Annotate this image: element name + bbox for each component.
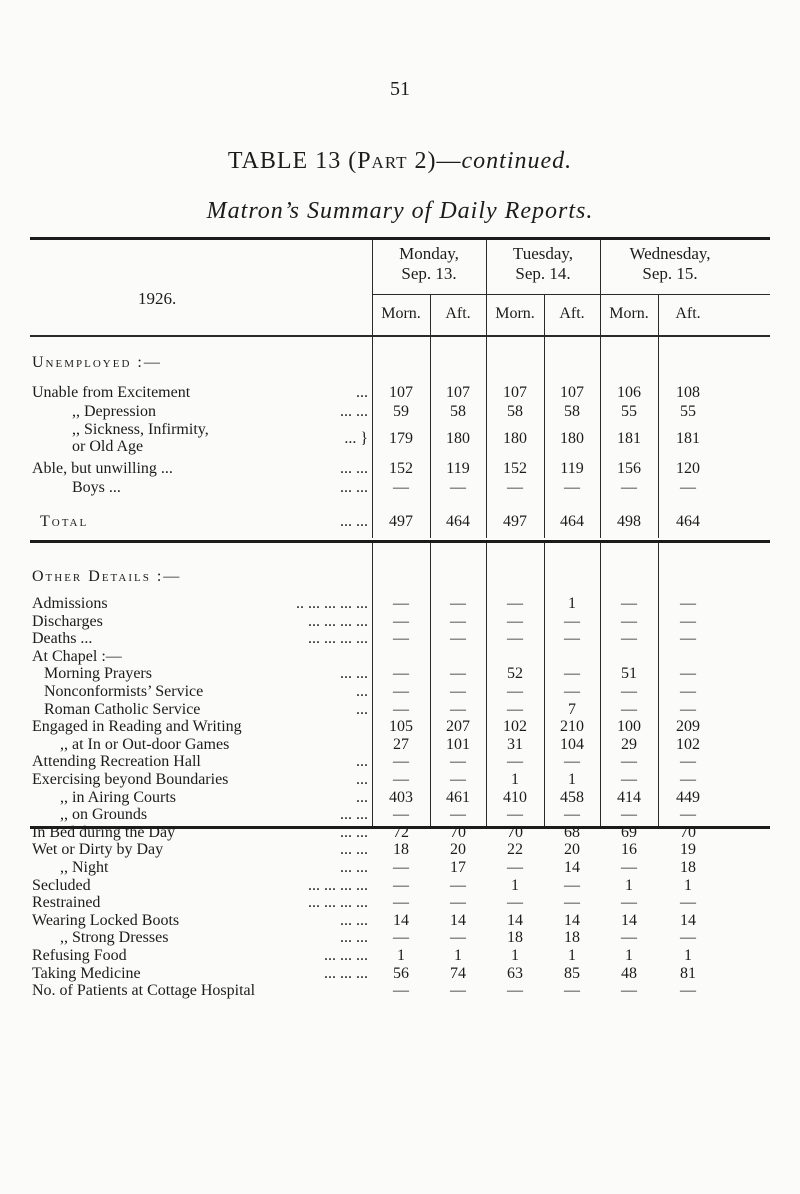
table-cell: —	[507, 479, 523, 496]
row-dots: ...	[356, 788, 368, 806]
row-dots: ... }	[344, 430, 368, 447]
row-label: ,, at In or Out-door Games	[60, 735, 230, 753]
header-monday	[372, 244, 486, 284]
table-cell: —	[393, 479, 409, 496]
table-cell: —	[680, 630, 696, 648]
table-cell: —	[450, 982, 466, 1000]
table-cell: 29	[621, 735, 637, 753]
table-cell: 414	[617, 788, 641, 806]
row-dots: ... ... ... ...	[308, 876, 368, 894]
table-cell: 59	[393, 403, 409, 420]
table-cell: —	[507, 683, 523, 700]
monday-line2: Sep. 13.	[401, 264, 457, 283]
row-label: Exercising beyond Boundaries	[32, 771, 229, 788]
row-label: ,, Strong Dresses	[60, 929, 169, 947]
table-cell: —	[450, 665, 466, 683]
table-cell: 14	[621, 911, 637, 929]
table-cell: 14	[450, 911, 466, 929]
table-cell: —	[564, 612, 580, 630]
mid-rule	[30, 540, 770, 543]
table-cell: —	[450, 700, 466, 718]
row-dots: ...	[356, 683, 368, 700]
subheader-tue-aft: Aft.	[559, 305, 585, 322]
table-cell: 20	[450, 841, 466, 859]
table-cell: —	[393, 753, 409, 771]
section-other-heading: Other Details :—	[32, 568, 182, 585]
row-label: Roman Catholic Service	[44, 700, 201, 718]
row-label: Taking Medicine	[32, 964, 141, 982]
row-label: ,, Night	[60, 859, 109, 876]
table-cell: —	[450, 630, 466, 648]
table-cell: 1	[454, 947, 462, 964]
row-label: Unable from Excitement	[32, 384, 191, 401]
total-dots: ... ...	[340, 513, 368, 530]
table-cell: 461	[446, 788, 470, 806]
row-label: Admissions	[32, 595, 108, 612]
table-cell: 102	[676, 735, 700, 753]
table-cell: 85	[564, 964, 580, 982]
table-cell: 1	[511, 947, 519, 964]
table-cell: —	[450, 929, 466, 947]
table-cell: —	[680, 683, 696, 700]
row-label: ,, Sickness, Infirmity,	[72, 421, 209, 438]
table-cell: —	[564, 665, 580, 683]
table-cell: 1	[511, 771, 519, 788]
row-label: Nonconformists’ Service	[44, 683, 204, 700]
table-cell: —	[393, 894, 409, 912]
row-dots: ... ...	[340, 929, 368, 947]
table-cell: —	[393, 595, 409, 612]
table-cell: —	[393, 700, 409, 718]
row-dots: ... ... ... ...	[308, 612, 368, 630]
table-cell: 27	[393, 735, 409, 753]
table-cell: 102	[503, 718, 527, 736]
table-cell: —	[621, 753, 637, 771]
row-label: Morning Prayers	[44, 665, 152, 683]
table-cell: —	[450, 753, 466, 771]
title-prefix: TABLE 13 (	[227, 148, 358, 174]
table-cell: —	[564, 982, 580, 1000]
table-cell: 119	[560, 460, 584, 477]
title-part: Part 2	[357, 148, 428, 174]
row-dots: ... ...	[340, 460, 368, 477]
row-label: Wearing Locked Boots	[32, 911, 180, 929]
table-cell: 107	[389, 384, 413, 401]
subheader-wed-aft: Aft.	[675, 305, 701, 322]
table-cell: —	[450, 894, 466, 912]
row-label: ,, on Grounds	[60, 806, 148, 824]
table-subtitle: Matron’s Summary of Daily Reports.	[206, 198, 594, 224]
table-cell: 16	[621, 841, 637, 859]
subheader-mon-morn: Morn.	[381, 305, 421, 322]
row-label: No. of Patients at Cottage Hospital	[32, 982, 256, 1000]
table-cell: —	[450, 612, 466, 630]
table-cell: —	[621, 630, 637, 648]
monday-line1: Monday,	[399, 244, 459, 263]
table-cell: 210	[560, 718, 584, 736]
table-cell: 74	[450, 964, 466, 982]
table-cell: —	[621, 859, 637, 876]
header-wednesday	[600, 244, 740, 284]
table-cell: 18	[393, 841, 409, 859]
table-cell: —	[621, 612, 637, 630]
table-cell: 120	[676, 460, 700, 477]
row-dots: ... ... ...	[324, 964, 368, 982]
table-cell: 18	[564, 929, 580, 947]
total-cell: 464	[560, 513, 584, 530]
table-cell: 69	[621, 823, 637, 841]
row-dots: .. ... ... ... ...	[296, 595, 368, 612]
table-cell: —	[680, 665, 696, 683]
row-label: Wet or Dirty by Day	[32, 841, 164, 859]
table-cell: —	[680, 595, 696, 612]
row-label: Boys ...	[72, 479, 121, 496]
table-cell: —	[564, 630, 580, 648]
table-cell: —	[393, 929, 409, 947]
row-label: ,, Depression	[72, 403, 156, 420]
subheader-tue-morn: Morn.	[495, 305, 535, 322]
table-cell: —	[507, 806, 523, 824]
table-cell: 209	[676, 718, 700, 736]
table-cell: —	[507, 595, 523, 612]
table-cell: 1	[568, 595, 576, 612]
row-dots: ... ... ... ...	[308, 894, 368, 912]
subheader-wed-morn: Morn.	[609, 305, 649, 322]
table-cell: —	[393, 683, 409, 700]
table-cell: 14	[507, 911, 523, 929]
table-cell: —	[680, 894, 696, 912]
table-cell: 63	[507, 964, 523, 982]
table-cell: 14	[393, 911, 409, 929]
table-cell: —	[680, 612, 696, 630]
table-cell: —	[450, 683, 466, 700]
table-cell: —	[507, 700, 523, 718]
table-cell: 1	[684, 876, 692, 894]
table-cell: 58	[507, 403, 523, 420]
wednesday-line2: Sep. 15.	[642, 264, 698, 283]
table-cell: 58	[450, 403, 466, 420]
table-cell: 180	[446, 430, 470, 447]
wednesday-line1: Wednesday,	[629, 244, 711, 263]
table-cell: 181	[617, 430, 641, 447]
total-label: Total	[40, 513, 89, 530]
row-label-continued: or Old Age	[72, 438, 144, 455]
table-cell: —	[564, 876, 580, 894]
row-dots: ... ...	[340, 859, 368, 876]
row-dots: ... ... ... ...	[308, 630, 368, 648]
row-label: Secluded	[32, 876, 91, 894]
table-cell: 105	[389, 718, 413, 736]
table-cell: —	[393, 612, 409, 630]
header-bottom-rule	[30, 335, 770, 337]
table-cell: 14	[680, 911, 696, 929]
table-cell: 70	[507, 823, 523, 841]
table-cell: 1	[568, 947, 576, 964]
table-cell: —	[507, 753, 523, 771]
table-cell: —	[621, 982, 637, 1000]
table-cell: —	[507, 982, 523, 1000]
top-rule	[30, 237, 770, 240]
row-label: In Bed during the Day	[32, 823, 176, 841]
table-cell: 107	[503, 384, 527, 401]
title-middle: )—	[427, 148, 462, 174]
header-tuesday	[486, 244, 600, 284]
section-unemployed-heading: Unemployed :—	[32, 354, 162, 371]
row-label: At Chapel :—	[32, 647, 122, 665]
table-cell: 1	[625, 876, 633, 894]
row-dots: ...	[356, 700, 368, 718]
table-cell: —	[564, 894, 580, 912]
table-cell: —	[393, 665, 409, 683]
table-cell: —	[507, 894, 523, 912]
row-dots: ... ...	[340, 806, 368, 824]
row-dots: ... ...	[340, 841, 368, 859]
row-dots: ... ...	[340, 479, 368, 496]
table-cell: 14	[564, 911, 580, 929]
year-label: 1926.	[138, 289, 177, 308]
table-cell: 81	[680, 964, 696, 982]
row-dots: ...	[356, 771, 368, 788]
table-cell: —	[507, 630, 523, 648]
table-cell: 403	[389, 788, 413, 806]
table-cell: 72	[393, 823, 409, 841]
table-cell: 107	[560, 384, 584, 401]
table-cell: —	[450, 771, 466, 788]
table-cell: —	[393, 630, 409, 648]
table-cell: 22	[507, 841, 523, 859]
table-cell: 207	[446, 718, 470, 736]
table-cell: 152	[503, 460, 527, 477]
table-cell: —	[507, 612, 523, 630]
row-label: Restrained	[32, 894, 101, 912]
table-cell: 180	[560, 430, 584, 447]
table-cell: 179	[389, 430, 413, 447]
table-cell: 18	[680, 859, 696, 876]
table-cell: 7	[568, 700, 576, 718]
table-cell: 1	[511, 876, 519, 894]
row-label: Deaths ...	[32, 630, 93, 648]
table-cell: 106	[617, 384, 641, 401]
row-dots: ... ...	[340, 823, 368, 841]
table-cell: 458	[560, 788, 584, 806]
table-cell: —	[680, 806, 696, 824]
table-cell: —	[680, 771, 696, 788]
total-cell: 464	[446, 513, 470, 530]
total-cell: 497	[503, 513, 527, 530]
row-label: Able, but unwilling ...	[32, 460, 173, 477]
table-cell: —	[564, 753, 580, 771]
table-cell: 56	[393, 964, 409, 982]
table-cell: 31	[507, 735, 523, 753]
table-cell: —	[450, 479, 466, 496]
row-dots: ...	[356, 384, 368, 401]
table-cell: —	[621, 479, 637, 496]
table-cell: 17	[450, 859, 466, 876]
table-cell: —	[393, 806, 409, 824]
table-cell: —	[621, 771, 637, 788]
table-cell: —	[450, 806, 466, 824]
row-label: Engaged in Reading and Writing	[32, 718, 242, 736]
table-cell: 119	[446, 460, 470, 477]
table-cell: 1	[568, 771, 576, 788]
table-cell: 108	[676, 384, 700, 401]
table-cell: 104	[560, 735, 584, 753]
table-cell: 100	[617, 718, 641, 736]
total-cell: 498	[617, 513, 641, 530]
table-cell: 410	[503, 788, 527, 806]
table-cell: 68	[564, 823, 580, 841]
table-cell: —	[680, 700, 696, 718]
table-cell: —	[450, 876, 466, 894]
table-cell: 14	[564, 859, 580, 876]
total-cell: 497	[389, 513, 413, 530]
table-cell: 1	[397, 947, 405, 964]
table-cell: 55	[621, 403, 637, 420]
tuesday-line1: Tuesday,	[512, 244, 574, 263]
table-cell: 101	[446, 735, 470, 753]
table-cell: —	[621, 894, 637, 912]
tuesday-line2: Sep. 14.	[515, 264, 571, 283]
total-cell: 464	[676, 513, 700, 530]
table-cell: 156	[617, 460, 641, 477]
table-cell: 20	[564, 841, 580, 859]
table-cell: —	[680, 753, 696, 771]
row-label: Attending Recreation Hall	[32, 753, 201, 771]
table-cell: —	[564, 806, 580, 824]
table-cell: 70	[680, 823, 696, 841]
table-cell: —	[393, 859, 409, 876]
table-cell: —	[621, 700, 637, 718]
row-dots: ... ...	[340, 665, 368, 683]
title-continued: continued.	[461, 148, 573, 174]
table-cell: —	[621, 929, 637, 947]
table-cell: 52	[507, 665, 523, 683]
table-cell: 58	[564, 403, 580, 420]
table-cell: 18	[507, 929, 523, 947]
table-cell: 152	[389, 460, 413, 477]
table-cell: —	[564, 683, 580, 700]
table-cell: 449	[676, 788, 700, 806]
table-cell: —	[507, 859, 523, 876]
table-cell: 19	[680, 841, 696, 859]
row-label: ,, in Airing Courts	[60, 788, 177, 806]
table-cell: —	[450, 595, 466, 612]
table-cell: —	[564, 479, 580, 496]
table-cell: 48	[621, 964, 637, 982]
page-number: 51	[390, 78, 410, 100]
table-cell: —	[680, 479, 696, 496]
table-cell: 180	[503, 430, 527, 447]
table-cell: —	[680, 982, 696, 1000]
table-cell: 1	[625, 947, 633, 964]
table-cell: —	[621, 683, 637, 700]
table-title	[0, 148, 800, 175]
table-cell: 51	[621, 665, 637, 683]
row-dots: ... ...	[340, 911, 368, 929]
table-cell: 1	[684, 947, 692, 964]
table-cell: 55	[680, 403, 696, 420]
row-dots: ...	[356, 753, 368, 771]
table-cell: —	[393, 771, 409, 788]
row-label: Refusing Food	[32, 947, 127, 964]
table-cell: —	[621, 806, 637, 824]
row-dots: ... ...	[340, 403, 368, 420]
table-cell: 107	[446, 384, 470, 401]
table-cell: 70	[450, 823, 466, 841]
subheader-mon-aft: Aft.	[445, 305, 471, 322]
table-cell: —	[621, 595, 637, 612]
row-dots: ... ... ...	[324, 947, 368, 964]
subheader-rule	[372, 294, 770, 295]
table-cell: 181	[676, 430, 700, 447]
table-cell: —	[680, 929, 696, 947]
table-cell: —	[393, 876, 409, 894]
table-cell: —	[393, 982, 409, 1000]
row-label: Discharges	[32, 612, 103, 630]
